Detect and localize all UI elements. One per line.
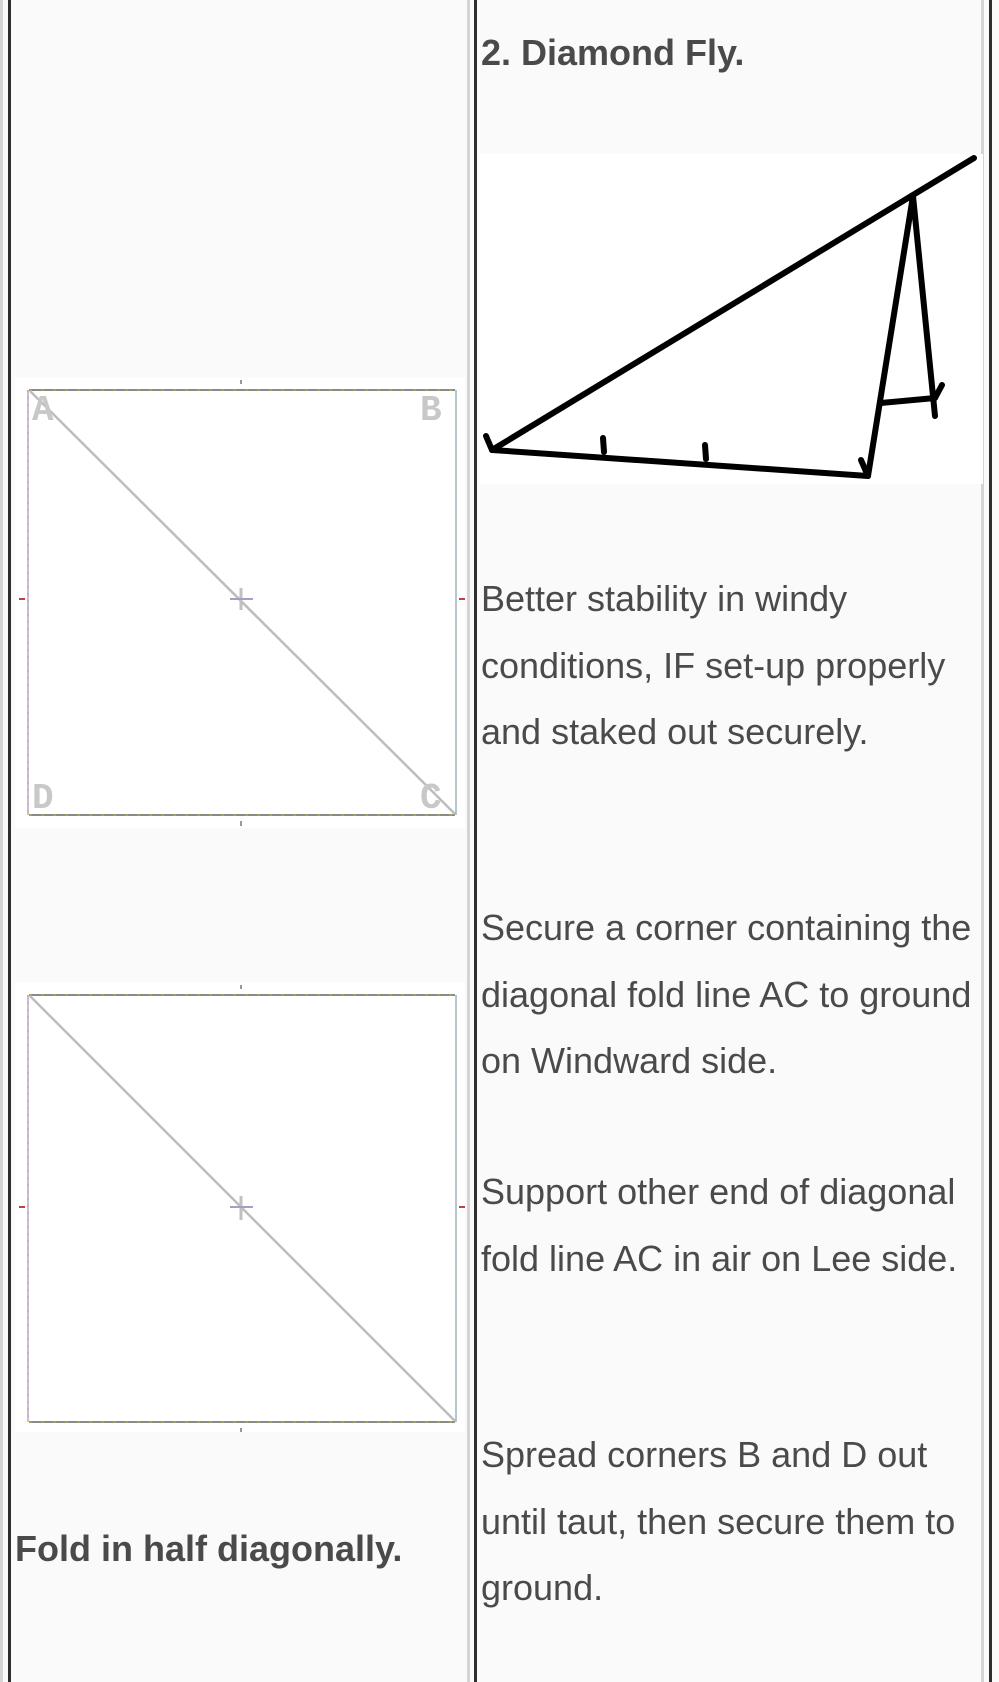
right-cell [477, 0, 981, 1682]
paragraph-support-end: Support other end of diagonal fold line AC in air on Lee side. [481, 1171, 958, 1279]
corner-label-d: D [32, 778, 54, 819]
corner-label-b: B [420, 390, 442, 431]
fold-square-icon [15, 982, 465, 1432]
paragraph-stability: Better stability in windy conditions, IF set-up properly and staked out securely. [481, 578, 946, 752]
square-diagram-unlabeled [15, 982, 465, 1432]
table-border-right-outer [989, 0, 992, 1682]
corner-label-c: C [420, 778, 442, 819]
paragraph-secure-corner: Secure a corner containing the diagonal fold line AC to ground on Windward side. [481, 907, 972, 1081]
left-cell [11, 0, 467, 1682]
cell-divider-light [467, 0, 470, 1682]
diamond-fly-diagram [480, 154, 983, 484]
fold-caption: Fold in half diagonally. [15, 1528, 403, 1569]
section-heading: 2. Diamond Fly. [481, 32, 745, 73]
fold-square-labeled-icon [15, 378, 465, 828]
paragraph-spread-corners: Spread corners B and D out until taut, then secure them to ground. [481, 1434, 956, 1608]
square-diagram-labeled [15, 378, 465, 828]
corner-label-a: A [32, 390, 54, 431]
diamond-fly-tarp-icon [480, 154, 983, 484]
table-border-left-outer [0, 0, 3, 1682]
